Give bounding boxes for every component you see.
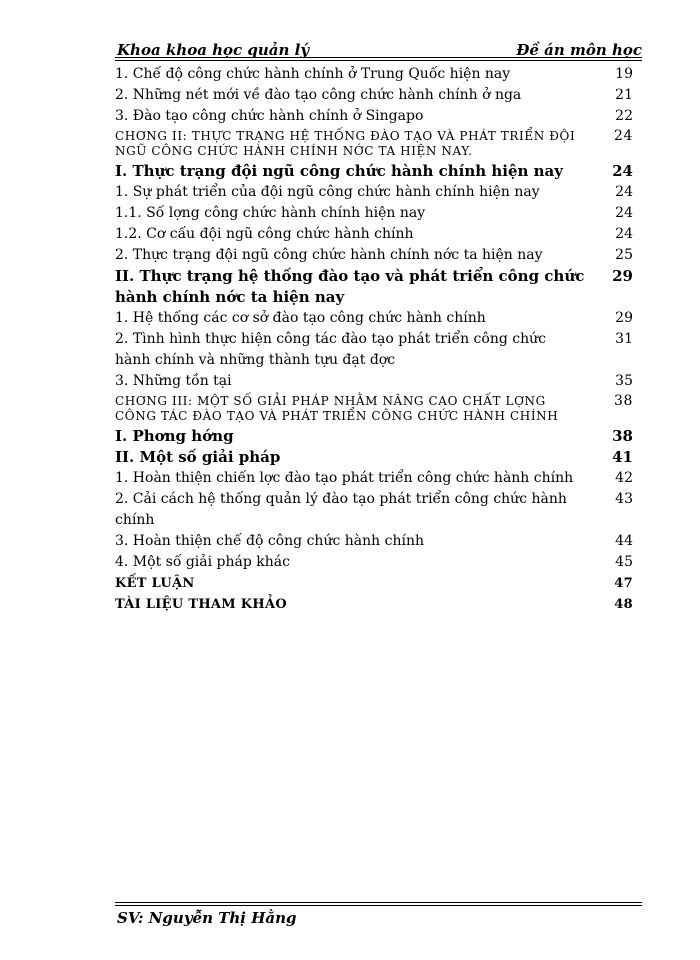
toc-entry [115,594,633,615]
toc-entry-title: 2. Những nét mới về đào tạo công chức hành chính ở nga [115,87,522,103]
toc-entry-page: 29 [615,310,633,326]
page-footer [115,902,642,927]
toc-entry-page: 42 [615,470,633,486]
toc-entry-page: 41 [612,448,633,466]
toc-entry [115,468,633,489]
toc-entry-page: 31 [615,331,633,347]
toc-entry-page: 35 [615,373,633,389]
toc-entry-title: 1. Hoàn thiện chiến lợc đào tạo phát triển công chức hành chính [115,470,574,486]
toc-entry-title: 2. Thực trạng đội ngũ công chức hành chính nớc ta hiện nay [115,247,543,263]
toc-entry-title: 1. Hệ thống các cơ sở đào tạo công chức hành chính [115,310,486,326]
toc-entry-page: 44 [615,533,633,549]
toc-entry-title: 3. Hoàn thiện chế độ công chức hành chính [115,533,424,549]
toc-entry-title: 1. Sự phát triển của đội ngũ công chức hành chính hiện nay [115,184,540,200]
toc-entry [115,392,633,426]
toc-entry-title: 4. Một số giải pháp khác [115,554,290,570]
header-rule [115,57,642,58]
toc-entry-title: 1.2. Cơ cấu đội ngũ công chức hành chính [115,226,414,242]
toc-entry-page: 38 [612,427,633,445]
toc-entry-page: 38 [613,393,633,409]
toc-entry-page: 25 [615,247,633,263]
toc-entry [115,106,633,127]
table-of-contents [115,64,633,615]
toc-entry [115,182,633,203]
toc-entry [115,203,633,224]
toc-entry [115,85,633,106]
toc-entry-title: CHƠNG III: MỘT SỐ GIẢI PHÁP NHẰM NÂNG CAO CHẤT LỢNG CÔNG TÁC ĐÀO TẠO VÀ PHÁT TRIỂN CÔNG CHỨC HÀNH CHÍNH [115,394,559,423]
toc-entry-page: 24 [613,128,633,144]
toc-entry-page: 22 [615,108,633,124]
toc-entry [115,308,633,329]
toc-entry-title: CHƠNG II: THỰC TRẠNG HỆ THỐNG ĐÀO TẠO VÀ PHÁT TRIỂN ĐỘI NGŨ CÔNG CHỨC HÀNH CHÍNH NỚC TA HIỆN NAY. [115,129,576,158]
toc-entry [115,447,633,468]
toc-entry [115,573,633,594]
toc-entry [115,426,633,447]
toc-entry-title: I. Phơng hớng [115,427,234,445]
toc-entry-page: 43 [615,491,633,507]
toc-entry-title: II. Thực trạng hệ thống đào tạo và phát triển công chức hành chính nớc ta hiện nay [115,267,585,306]
toc-entry [115,329,633,371]
toc-entry [115,552,633,573]
toc-entry-page: 21 [615,87,633,103]
toc-entry-page: 24 [612,162,633,180]
toc-entry-page: 24 [615,226,633,242]
toc-entry-title: II. Một số giải pháp [115,448,281,466]
toc-entry [115,371,633,392]
toc-entry-page: 24 [615,205,633,221]
toc-entry [115,489,633,531]
toc-entry [115,224,633,245]
toc-entry [115,127,633,161]
toc-entry [115,531,633,552]
toc-entry [115,64,633,85]
header-faculty: Khoa khoa học quản lý [117,41,310,59]
toc-entry-page: 24 [615,184,633,200]
toc-entry-title: 2. Cải cách hệ thống quản lý đào tạo phát triển công chức hành chính [115,491,567,528]
toc-entry-page: 47 [614,576,633,591]
toc-entry-title: 2. Tình hình thực hiện công tác đào tạo phát triển công chức hành chính và những thành tựu đạt đợc [115,331,546,368]
toc-entry-title: I. Thực trạng đội ngũ công chức hành chính hiện nay [115,162,563,180]
footer-rule [115,905,642,906]
toc-entry-page: 19 [615,66,633,82]
toc-entry-title: TÀI LIỆU THAM KHẢO [115,597,288,612]
footer-student-name: SV: Nguyễn Thị Hằng [117,909,297,927]
toc-entry-page: 45 [615,554,633,570]
header-doc-type: Đề án môn học [516,41,642,59]
toc-entry [115,161,633,182]
toc-entry-title: 3. Những tồn tại [115,373,232,389]
toc-entry-title: KẾT LUẬN [115,576,195,591]
toc-entry-title: 1.1. Số lợng công chức hành chính hiện nay [115,205,426,221]
toc-entry-title: 3. Đào tạo công chức hành chính ở Singapo [115,108,424,124]
toc-entry-title: 1. Chế độ công chức hành chính ở Trung Quốc hiện nay [115,66,511,82]
toc-entry-page: 48 [614,597,633,612]
toc-entry [115,245,633,266]
toc-entry-page: 29 [612,267,633,285]
toc-entry [115,266,633,308]
page-header [115,38,642,61]
